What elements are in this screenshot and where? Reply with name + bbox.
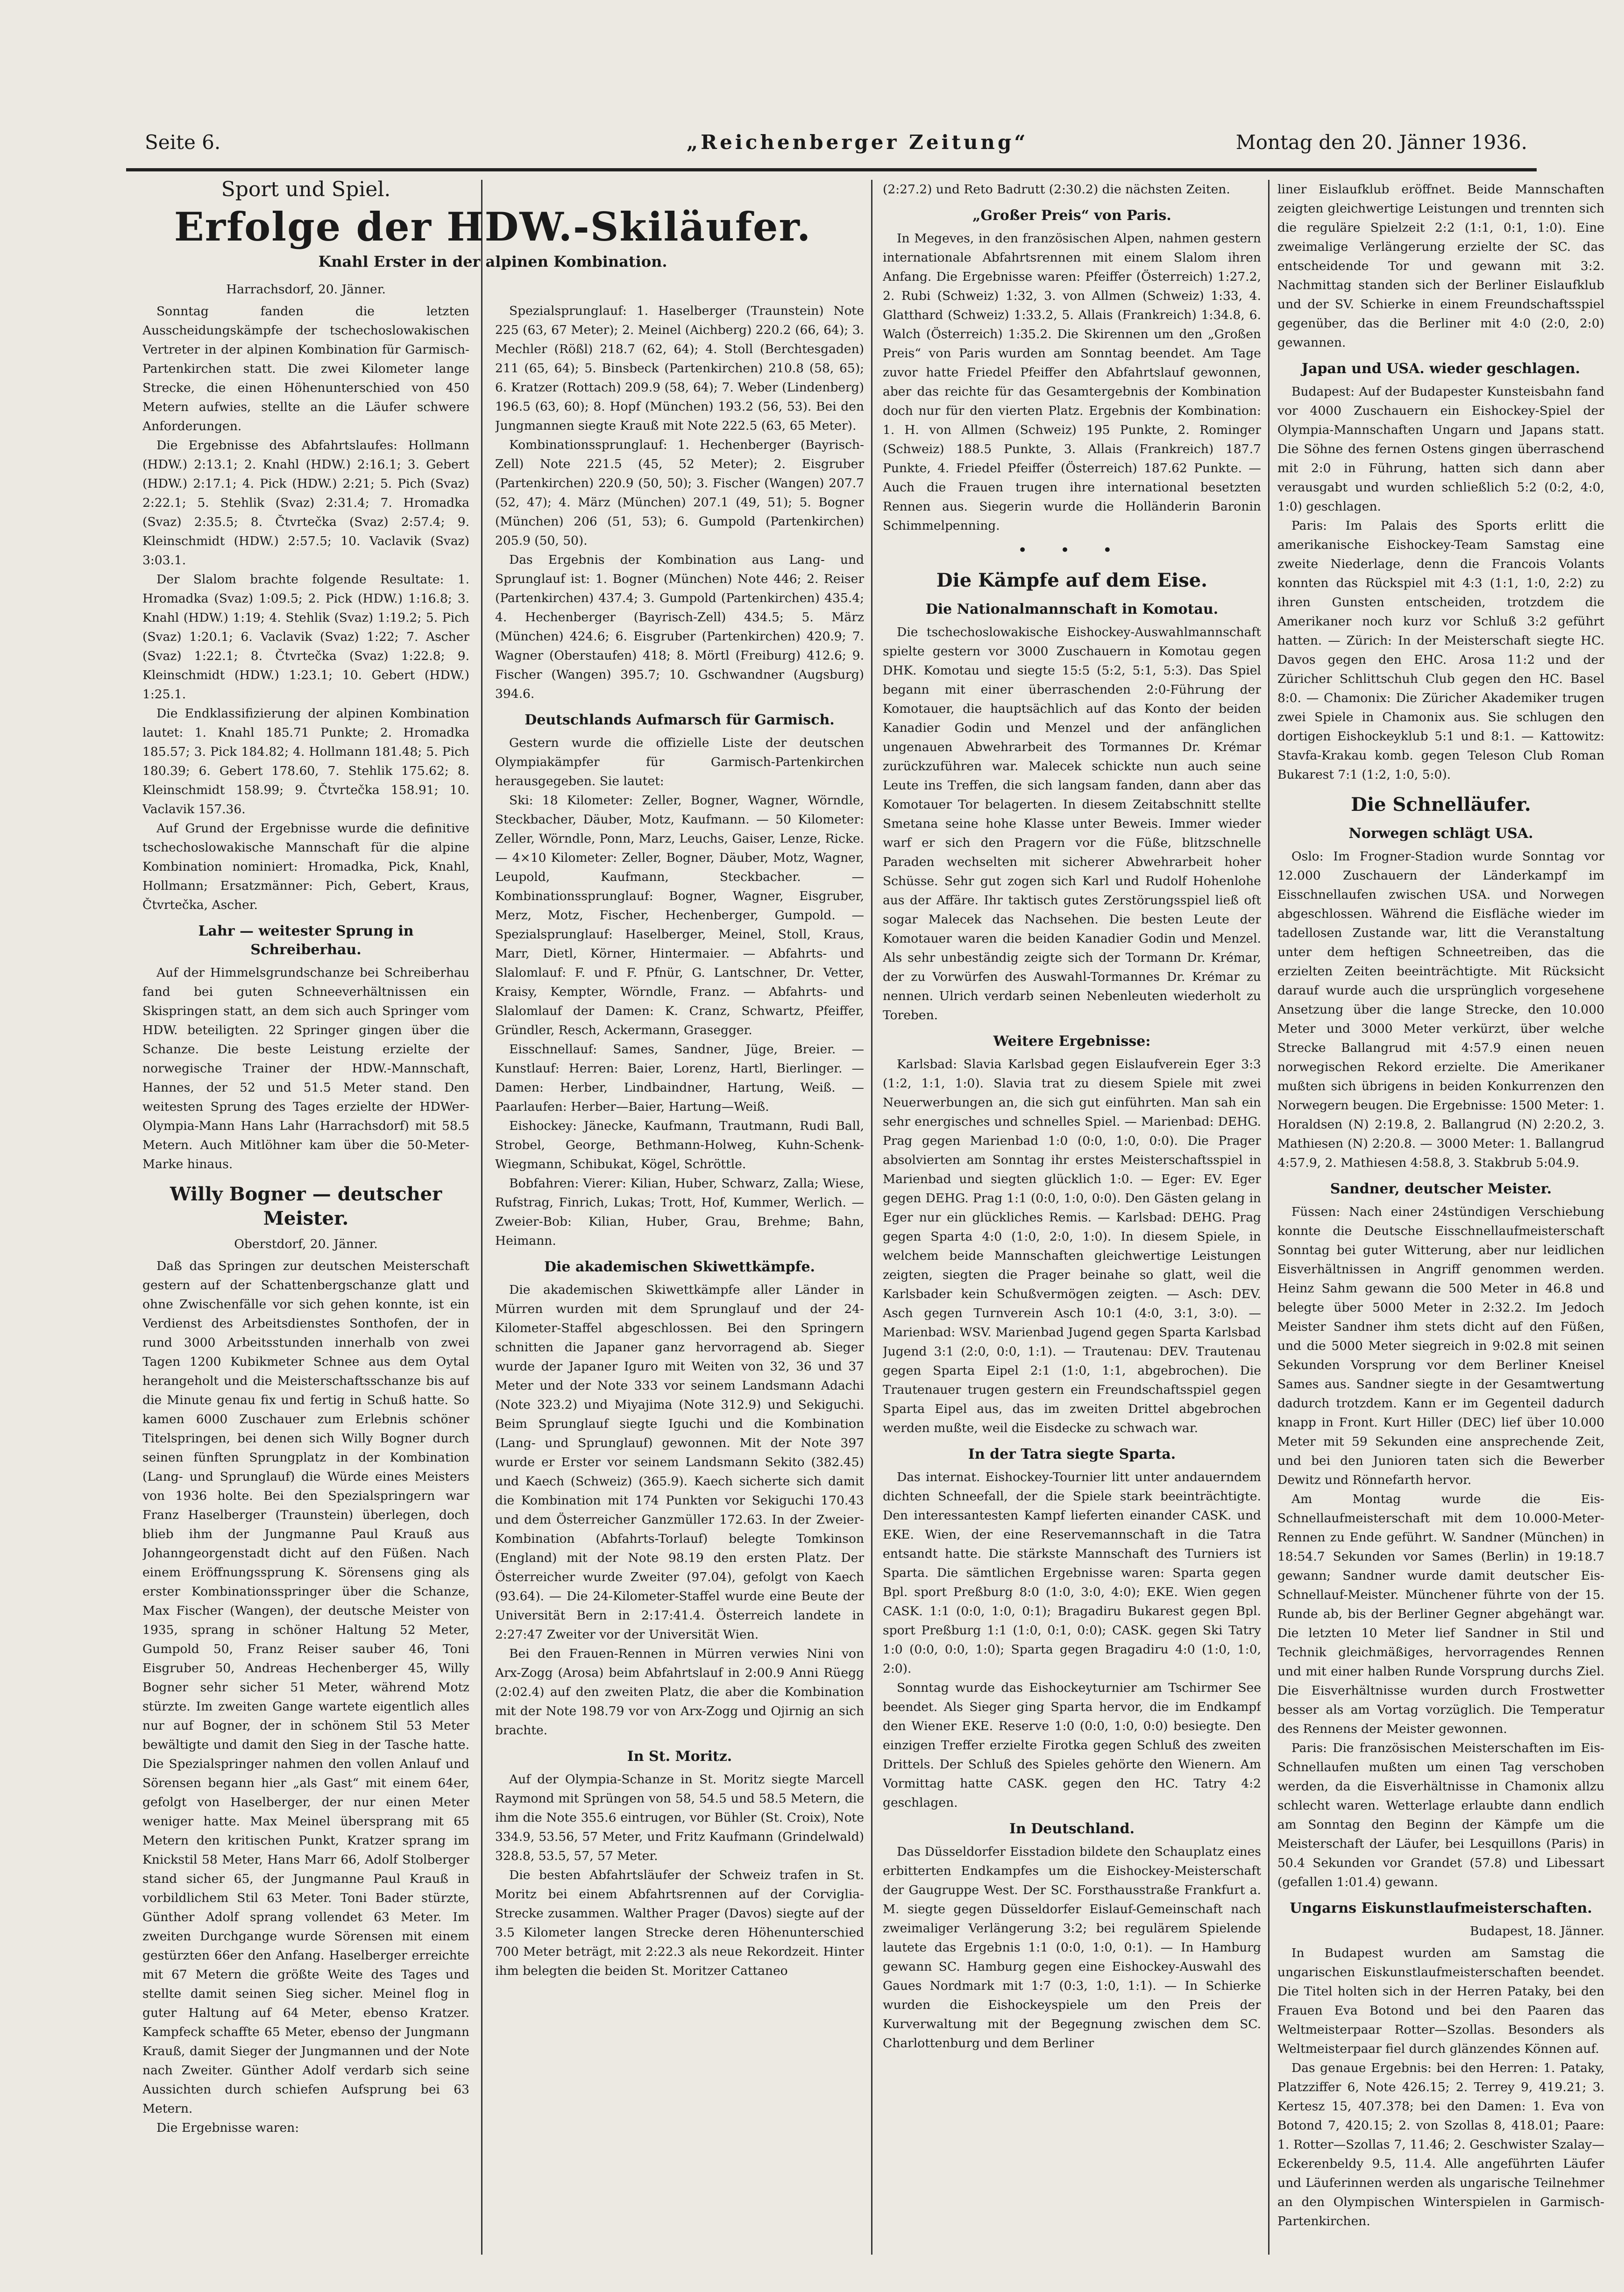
article-paragraph: Die tschechoslowakische Eishockey-Auswahlmannschaft spielte gestern vor 3000 Zuschauern in Komotau gegen DHK. Komotau und siegte 15:5 (5:2, 5:1, 5:3). Das Spiel begann mit einer überraschenden 2:0-Führung der Komotauer, die hauptsächlich auf das Konto der beiden Kanadier Godin und Menzel und der anfänglichen ungenauen Abwehrarbeit des Tormannes Dr. Krémar zurückzuführen war. Malecek schickte nun auch seine Leute ins Treffen, die sich langsam fanden, dann aber das Komotauer Tor belagerten. In diesem Zeitabschnitt stellte Smetana seine hohe Klasse unter Beweis. Immer wieder warf er sich den Pragern vor die Füße, blitzschnelle Paraden wechselten mit sicherer Abwehrarbeit hoher Schüsse. Sehr gut zogen sich Karl und Rudolf Hohenlohe aus der Affäre. Ihr taktisch gutes Zerstörungsspiel ließ oft sogar Malecek das Nachsehen. Die besten Leute der Komotauer waren die beiden Kanadier Godin und Menzel. Als sehr unbeständig zeigte sich der Tormann Dr. Krémar, der zu Vorwürfen des Auswahl-Tormannes Dr. Krémar zu nennen. Ulrich verdarb seinen Nebenleuten wiederholt zu Toreben. [883,625,1261,1022]
moritz-headline: In St. Moritz. [627,1748,732,1765]
sandner-headline: Sandner, deutscher Meister. [1330,1181,1552,1197]
tatra-headline: In der Tatra siegte Sparta. [968,1446,1176,1462]
issue-date: Montag den 20. Jänner 1936. [1235,131,1527,154]
column-3 [883,180,1261,2255]
article-paragraph: Ski: 18 Kilometer: Zeller, Bogner, Wagner, Wörndle, Steckbacher, Däuber, Motz, Kaufmann. — 50 Kilometer: Zeller, Wörndle, Ponn, Marz, Leuchs, Gaiser, Lenze, Ricke. — 4×10 Kilometer: Zeller, Bogner, Däuber, Motz, Wagner, Leupold, Kaufmann, Steckbacher. — Kombinationssprunglauf: Bogner, Wagner, Eisgruber, Merz, Motz, Fischer, Hechenberger, Gumpold. — Spezialsprunglauf: Haselberger, Meinel, Stoll, Kraus, Marr, Dietl, Körner, Hintermaier. — Abfahrts- und Slalomlauf: F. und F. Pfnür, G. Lantschner, Dr. Vetter, Kraisy, Kempter, Wörndle, Franz. — Abfahrts- und Slalomlauf der Damen: K. Cranz, Schwartz, Pfeiffer, Gründler, Resch, Ackermann, Grasegger. [495,793,864,1037]
lahr-headline: Lahr — weitester Sprung in Schreiberhau. [198,923,414,958]
article-paragraph: Sonntag wurde das Eishockeyturnier am Tschirmer See beendet. Als Sieger ging Sparta hervor, die im Endkampf den Wiener EKE. Reserve 1:0 (0:0, 1:0, 0:0) besiegte. Den einzigen Treffer erzielte Firotka gegen Schluß des zweiten Drittels. Der Schluß des Spieles gehörte den Wienern. Am Vormittag hatte CASK. gegen den HC. Tatry 4:2 geschlagen. [883,1681,1261,1810]
article-paragraph: Auf Grund der Ergebnisse wurde die definitive tschechoslowakische Mannschaft für die alpine Kombination nominiert: Hromadka, Pick, Knahl, Hollmann; Ersatzmänner: Pich, Gebert, Kraus, Čtvrtečka, Ascher. [142,821,469,912]
article-paragraph: Die Ergebnisse waren: [156,2121,299,2135]
column-2 [495,301,864,2255]
bogner-headline: Willy Bogner — deutscher Meister. [170,1183,442,1229]
article-paragraph: Die Ergebnisse des Abfahrtslaufes: Hollmann (HDW.) 2:13.1; 2. Knahl (HDW.) 2:16.1; 3. Gebert (HDW.) 2:17.1; 4. Pick (HDW.) 2:21; 5. Pich (Svaz) 2:22.1; 5. Stehlik (Svaz) 2:31.4; 7. Hromadka (Svaz) 2:35.5; 8. Čtvrtečka (Svaz) 2:57.4; 9. Kleinschmidt (HDW.) 2:57.5; 10. Vaclavik (Svaz) 3:03.1. [142,438,469,568]
article-paragraph: Auf der Olympia-Schanze in St. Moritz siegte Marcell Raymond mit Sprüngen von 58, 54.5 und 58.5 Metern, die ihm die Note 355.6 eintrugen, vor Bühler (St. Croix), Note 334.9, 53.56, 57 Meter, und Fritz Kaufmann (Grindelwald) 328.8, 53.5, 57, 57 Meter. [495,1772,864,1863]
page-number: Seite 6. [145,131,221,154]
article-paragraph: Paris: Die französischen Meisterschaften im Eis-Schnellaufen mußten um einen Tag verschoben werden, da die Eisverhältnisse in Chamonix allzu schlecht waren. Wetterlage erlaubte dann endlich am Sonntag den Beginn der Kämpfe um die Meisterschaft der Läufer, bei Lesquillons (Paris) in 50.4 Sekunden vor Grandet (57.8) und Libessart (gefallen 1:01.4) gewann. [1277,1741,1604,1889]
article-paragraph: Spezialsprunglauf: 1. Haselberger (Traunstein) Note 225 (63, 67 Meter); 2. Meinel (Aichberg) 220.2 (66, 64); 3. Mechler (Rößl) 218.7 (62, 64); 4. Stoll (Berchtesgaden) 211 (65, 64); 5. Binsbeck (Partenkirchen) 210.8 (58, 65); 6. Kratzer (Rottach) 209.9 (58, 64); 7. Weber (Lindenberg) 196.5 (63, 60); 8. Hopf (München) 193.2 (56, 53). Bei den Jungmannen siegte Krauß mit Note 222.5 (63, 65 Meter). [495,304,864,433]
japan-headline: Japan und USA. wieder geschlagen. [1301,361,1581,377]
article-paragraph: In Budapest wurden am Samstag die ungarischen Eiskunstlaufmeisterschaften beendet. Die Titel holten sich in der Herren Pataky, bei den Frauen Eva Botond und bei den Paaren das Weltmeisterpaar Rotter—Szollas. Besonders als Weltmeisterpaar fiel durch glänzendes Können auf. [1277,1946,1604,2056]
newspaper-title: „Reichenberger Zeitung“ [687,131,1028,154]
article-paragraph: Kombinationssprunglauf: 1. Hechenberger (Bayrisch-Zell) Note 221.5 (45, 52 Meter); 2. Eisgruber (Partenkirchen) 220.9 (50, 50); 3. Fischer (Wangen) 207.7 (52, 47); 4. März (München) 207.1 (49, 51); 5. Bogner (München) 206 (51, 53); 6. Gumpold (Partenkirchen) 205.9 (50, 50). [495,438,864,548]
deutschland-headline: In Deutschland. [1009,1821,1135,1837]
article-paragraph: Budapest: Auf der Budapester Kunsteisbahn fand vor 4000 Zuschauern ein Eishockey-Spiel der Olympia-Mannschaften Ungarn und Japans statt. Die Söhne des fernen Ostens gingen überraschend mit 2:0 in Führung, hatten sich dann aber verausgabt und wurden schließlich 5:2 (0:2, 4:0, 1:0) geschlagen. [1277,384,1604,514]
paris-headline: „Großer Preis“ von Paris. [972,207,1171,224]
bogner-dateline: Oberstdorf, 20. Jänner. [234,1237,378,1251]
article-paragraph: Sonntag fanden die letzten Ausscheidungskämpfe der tschechoslowakischen Vertreter in der alpinen Kombination für Garmisch-Partenkirchen statt. Die zwei Kilometer lange Strecke, die einen Höhenunterschied von 450 Metern aufwies, stellte an die Läufer schwere Anforderungen. [142,304,469,433]
column-rule [481,180,482,2255]
article-paragraph: Gestern wurde die offizielle Liste der deutschen Olympiakämpfer für Garmisch-Partenkirchen herausgegeben. Sie lautet: [495,736,864,788]
article-paragraph: Auf der Himmelsgrundschanze bei Schreiberhau fand bei guten Schneeverhältnissen ein Skispringen statt, an dem sich auch Springer vom HDW. beteiligten. 22 Springer gingen über die Schanze. Die beste Leistung erzielte der norwegische Trainer der HDW.-Mannschaft, Hannes, der 52 und 51.5 Meter stand. Den weitesten Sprung des Tages erzielte der HDWer-Olympia-Mann Hans Lahr (Harrachsdorf) mit 58.5 Metern. Auch Mitlöhner kam über die 50-Meter-Marke hinaus. [142,965,469,1171]
article-paragraph: Paris: Im Palais des Sports erlitt die amerikanische Eishockey-Team Samstag eine zweite Niederlage, denn die Francois Volants konnten das Rückspiel mit 4:3 (1:1, 1:0, 2:2) zu ihren Gunsten entscheiden, trotzdem die Amerikaner noch kurz vor Schluß 3:2 geführt hatten. — Zürich: In der Meisterschaft siegte HC. Davos gegen den EHC. Arosa 11:2 und der Züricher Schlittschuh Club gegen den HC. Basel 8:0. — Chamonix: Die Züricher Akademiker trugen zwei Spiele in Chamonix aus. Sie schlugen den dortigen Eishockeyklub 5:1 und 8:1. — Kattowitz: Stavfa-Krakau komb. gegen Teleson Club Roman Bukarest 7:1 (1:2, 1:0, 5:0). [1277,518,1604,782]
article-paragraph: Eisschnellauf: Sames, Sandner, Jüge, Breier. — Kunstlauf: Herren: Baier, Lorenz, Hartl, Bierlinger. — Damen: Herber, Lindbaindner, Hartung, Weiß. — Paarlaufen: Herber—Baier, Hartung—Weiß. [495,1042,864,1114]
weitere-headline: Weitere Ergebnisse: [993,1033,1151,1050]
article-paragraph: Die besten Abfahrtsläufer der Schweiz trafen in St. Moritz bei einem Abfahrtsrennen auf der Corviglia-Strecke zusammen. Walther Prager (Davos) siegte auf der 3.5 Kilometer langen Strecke deren Höhenunterschied 700 Meter beträgt, mit 2:22.3 als neue Rekordzeit. Hinter ihm belegten die beiden St. Moritzer Cattaneo [495,1868,864,1978]
eis-headline: Die Kämpfe auf dem Eise. [936,569,1208,591]
lead-dateline: Harrachsdorf, 20. Jänner. [226,282,386,297]
article-paragraph: (2:27.2) und Reto Badrutt (2:30.2) die nächsten Zeiten. [883,182,1230,197]
akad-headline: Die akademischen Skiwettkämpfe. [544,1259,815,1275]
column-4 [1277,180,1604,2255]
page-header [126,126,1537,171]
section-divider: • • • [1018,541,1126,560]
article-paragraph: Der Slalom brachte folgende Resultate: 1. Hromadka (Svaz) 1:09.5; 2. Pick (HDW.) 1:16.8; 3. Knahl (HDW.) 1:19; 4. Stehlik (Svaz) 1:19.2; 5. Pich (Svaz) 1:20.1; 6. Vaclavik (Svaz) 1:22; 7. Ascher (Svaz) 1:22.1; 8. Čtvrtečka (Svaz) 1:22.8; 9. Kleinschmidt (HDW.) 1:23.1; 10. Gebert (HDW.) 1:25.1. [142,572,469,702]
lead-headline: Erfolge der HDW.-Skiläufer. [174,204,812,250]
article-paragraph: In Megeves, in den französischen Alpen, nahmen gestern internationale Abfahrtsrennen mit einem Slalom ihren Anfang. Die Ergebnisse waren: Pfeiffer (Österreich) 1:27.2, 2. Rubi (Schweiz) 1:32, 3. von Allmen (Schweiz) 1:33, 4. Glatthard (Schweiz) 1:33.2, 5. Allais (Frankreich) 1:34.8, 6. Walch (Österreich) 1:35.2. Die Skirennen um den „Großen Preis“ von Paris wurden am Sonntag beendet. Am Tage zuvor hatte Friedel Pfeiffer den Abfahrtslauf gewonnen, aber das reichte für das Gesamtergebnis der Kombination doch nur für den vierten Platz. Ergebnis der Kombination: 1. H. von Allmen (Schweiz) 195 Punkte, 2. Rominger (Schweiz) 188.5 Punkte, 3. Allais (Frankreich) 187.7 Punkte, 4. Friedel Pfeiffer (Österreich) 187.62 Punkte. — Auch die Frauen trugen ihre international besetzten Rennen aus. Siegerin wurde die Holländerin Baronin Schimmelpenning. [883,231,1261,533]
section-rubric: Sport und Spiel. [221,177,391,201]
article-paragraph: Die akademischen Skiwettkämpfe aller Länder in Mürren wurden mit dem Sprunglauf und der 24-Kilometer-Staffel abgeschlossen. Bei den Springern schnitten die Japaner ganz hervorragend ab. Sieger wurde der Japaner Iguro mit Weiten von 32, 36 und 37 Meter und der Note 333 vor seinem Landsmann Adachi (Note 323.2) und Miyajima (Note 312.9) und Sekiguchi. Beim Sprunglauf siegte Iguchi und die Kombination (Lang- und Sprunglauf) gewonnen. Mit der Note 397 wurde er Erster vor seinem Landsmann Sekito (382.45) und Kaech (Schweiz) (365.9). Kaech sicherte sich damit die Kombination mit 174 Punkten vor Sekiguchi 170.43 und dem Österreicher Ganzmüller 172.63. In der Zweier-Kombination (Abfahrts-Torlauf) belegte Tomkinson (England) mit der Note 98.19 den ersten Platz. Der Österreicher wurde Zweiter (97.04), gefolgt von Kaech (93.64). — Die 24-Kilometer-Staffel wurde eine Beute der Universität Bern in 2:17:41.4. Österreich landete in 2:27:47 Zweiter vor der Universität Wien. [495,1283,864,1642]
aufmarsch-headline: Deutschlands Aufmarsch für Garmisch. [525,712,835,728]
article-paragraph: Füssen: Nach einer 24stündigen Verschiebung konnte die Deutsche Eisschnellaufmeisterschaft Sonntag bei guter Witterung, aber nur leidlichen Eisverhältnissen in Angriff genommen werden. Heinz Sahm gewann die 500 Meter in 46.8 und belegte über 5000 Meter in 2:32.2. Im Jedoch Meister Sandner ihm stets dicht auf den Füßen, und die 5000 Meter siegreich in 9:02.8 mit seinen Sekunden Vorsprung vor dem Berliner Kneisel Sames aus. Sandner siegte in der Gesamtwertung dadurch trotzdem. Kann er im Gegenteil dadurch knapp in Front. Kurt Hiller (DEC) lief über 10.000 Meter mit 59 Sekunden eine ansprechende Zeit, und bei den Junioren taten sich die Bewerber Dewitz und Rönnefarth hervor. [1277,1205,1604,1487]
article-paragraph: liner Eislaufklub eröffnet. Beide Mannschaften zeigten gleichwertige Leistungen und trennten sich die reguläre Spielzeit 2:2 (1:1, 0:1, 1:0). Eine zweimalige Verlängerung erzielte der SC. das entscheidende Tor und gewann mit 3:2. Nachmittag standen sich der Berliner Eislaufklub und der SV. Schierke in einem Freundschaftsspiel gegenüber, das die Berliner mit 4:0 (2:0, 2:0) gewannen. [1277,182,1604,350]
article-paragraph: Das genaue Ergebnis: bei den Herren: 1. Pataky, Platzziffer 6, Note 426.15; 2. Terrey 9, 419.21; 3. Kertesz 15, 407.378; bei den Damen: 1. Eva von Botond 7, 420.15; 2. von Szollas 8, 418.01; Paare: 1. Rotter—Szollas 7, 11.46; 2. Geschwister Szalay—Eckerenbeldy 9.5, 11.4. Alle angeführten Läufer und Läuferinnen werden als ungarische Teilnehmer an den Olympischen Winterspielen in Garmisch-Partenkirchen. [1277,2061,1604,2228]
lead-deck: Knahl Erster in der alpinen Kombination. [318,253,667,270]
column-rule [871,180,872,2255]
ungarn-dateline: Budapest, 18. Jänner. [1469,1924,1604,1938]
komotau-headline: Die Nationalmannschaft in Komotau. [925,601,1219,617]
article-paragraph: Karlsbad: Slavia Karlsbad gegen Eislaufverein Eger 3:3 (1:2, 1:1, 1:0). Slavia trat zu diesem Spiele mit zwei Neuerwerbungen an, die sich gut einführten. Man sah ein sehr energisches und schnelles Spiel. — Marienbad: DEHG. Prag gegen Marienbad 1:0 (0:0, 1:0, 0:0). Die Prager absolvierten am Sonntag ihr erstes Meisterschaftsspiel in Marienbad und siegten glücklich 1:0. — Eger: EV. Eger gegen DEHG. Prag 1:1 (0:0, 1:0, 0:0). Den Gästen gelang in Eger nur ein glückliches Remis. — Karlsbad: DEHG. Prag gegen Sparta 4:0 (1:0, 2:0, 1:0). In diesem Spiele, in welchem beide Mannschaften gleichwertige Leistungen zeigten, siegten die Prager beinahe so glatt, weil die Karlsbader kein Schußvermögen zeigten. — Asch: DEV. Asch gegen Turnverein Asch 10:1 (4:0, 3:1, 3:0). — Marienbad: WSV. Marienbad Jugend gegen Sparta Karlsbad Jugend 3:1 (2:0, 0:0, 1:1). — Trautenau: DEV. Trautenau gegen Sparta Eipel 2:1 (1:0, 1:1, abgebrochen). Die Trautenauer trugen gestern ein Freundschaftsspiel gegen Sparta Eipel aus, das im zweiten Drittel abgebrochen werden mußte, weil die Eisdecke zu schwach war. [883,1057,1261,1435]
article-paragraph: Oslo: Im Frogner-Stadion wurde Sonntag vor 12.000 Zuschauern der Länderkampf im Eisschnellaufen zwischen USA. und Norwegen abgeschlossen. Während die Eisfläche wieder im tadellosen Zustande war, litt die Veranstaltung unter dem heftigen Schneetreiben, das die erzielten Zeiten beeinträchtigte. Mit Rücksicht darauf wurde auch die ursprünglich vorgesehene Ansetzung über die lange Strecke, den 10.000 Meter und 3000 Meter verkürzt, über welche Strecke Ballangrud mit 4:57.9 einen neuen norwegischen Rekord erzielte. Die Amerikaner mußten sich übrigens in beiden Konkurrenzen den Norwegern beugen. Die Ergebnisse: 1500 Meter: 1. Horaldsen (N) 2:19.8, 2. Ballangrud (N) 2:20.2, 3. Mathiesen (N) 2:20.8. — 3000 Meter: 1. Ballangrud 4:57.9, 2. Mathiesen 4:58.8, 3. Stakbrub 5:04.9. [1277,849,1604,1170]
article-paragraph: Eishockey: Jänecke, Kaufmann, Trautmann, Rudi Ball, Strobel, George, Bethmann-Holweg, Kuhn-Schenk-Wiegmann, Schibukat, Kögel, Schröttle. [495,1119,864,1171]
column-rule [1268,180,1269,2255]
article-paragraph: Die Endklassifizierung der alpinen Kombination lautet: 1. Knahl 185.71 Punkte; 2. Hromadka 185.57; 3. Pick 184.82; 4. Hollmann 181.48; 5. Pich 180.39; 6. Gebert 178.60, 7. Stehlik 175.62; 8. Kleinschmidt 158.99; 9. Čtvrtečka 158.91; 10. Vaclavik 157.36. [142,706,469,816]
article-paragraph: Am Montag wurde die Eis-Schnellaufmeisterschaft mit dem 10.000-Meter-Rennen zu Ende geführt. W. Sandner (München) in 18:54.7 Sekunden vor Sames (Berlin) in 19:18.7 gewann; Sandner wurde damit deutscher Eis-Schnellauf-Meister. Münchener führte von der 15. Runde ab, bis der Berliner Gegner abgehängt war. Die letzten 10 Meter lief Sandner in Stil und Technik gleichmäßiges, hervorragendes Rennen und mit einer halben Runde Vorsprung durchs Ziel. Die Eisverhältnisse wurden durch Frostwetter besser als am Vortag vorzüglich. Die Temperatur des Rennens der Meister gewonnen. [1277,1492,1604,1736]
schnell-headline: Die Schnelläufer. [1351,794,1531,816]
norway-headline: Norwegen schlägt USA. [1348,825,1533,842]
ungarn-headline: Ungarns Eiskunstlaufmeisterschaften. [1290,1900,1592,1916]
article-paragraph: Das Düsseldorfer Eisstadion bildete den Schauplatz eines erbitterten Endkampfes um die Eishockey-Meisterschaft der Gaugruppe West. Der SC. Forsthausstraße Frankfurt a. M. siegte gegen Düsseldorfer Eislauf-Gemeinschaft nach zweimaliger Verlängerung 3:2; bei regulärem Spielende lautete das Ergebnis 1:1 (0:0, 1:0, 0:1). — In Hamburg gewann SC. Hamburg gegen eine Eishockey-Auswahl des Gaues Nordmark mit 1:7 (0:3, 1:0, 1:1). — In Schierke wurden die Eishockeyspiele um den Preis der Kurverwaltung mit der Begegnung zwischen dem SC. Charlottenburg und dem Berliner [883,1845,1261,2051]
article-paragraph: Bei den Frauen-Rennen in Mürren verwies Nini von Arx-Zogg (Arosa) beim Abfahrtslauf in 2:00.9 Anni Rüegg (2:02.4) auf den zweiten Platz, die aber die Kombination mit der Note 198.79 vor von Arx-Zogg und Ojirnig an sich brachte. [495,1646,864,1738]
article-paragraph: Bobfahren: Vierer: Kilian, Huber, Schwarz, Zalla; Wiese, Rufstrag, Finrich, Lukas; Trott, Hof, Kummer, Werlich. — Zweier-Bob: Kilian, Huber, Grau, Brehme; Bahn, Heimann. [495,1176,864,1248]
article-paragraph: Das internat. Eishockey-Tournier litt unter andauerndem dichten Schneefall, der die Spiele stark beeinträchtigte. Den interessantesten Kampf lieferten einander CASK. und EKE. Wien, der eine Reservemannschaft in die Tatra entsandt hatte. Die stärkste Mannschaft des Turniers ist Sparta. Die sämtlichen Ergebnisse waren: Sparta gegen Bpl. sport Preßburg 8:0 (1:0, 3:0, 4:0); EKE. Wien gegen CASK. 1:1 (0:0, 1:0, 0:1); Bragadiru Bukarest gegen Bpl. sport Preßburg 1:1 (1:0, 0:1, 0:0); CASK. gegen Ski Tatry 1:0 (0:0, 0:0, 1:0); Sparta gegen Bragadiru 4:0 (1:0, 1:0, 2:0). [883,1470,1261,1676]
article-paragraph: Daß das Springen zur deutschen Meisterschaft gestern auf der Schattenbergschanze glatt und ohne Zwischenfälle vor sich gehen konnte, ist ein Verdienst des Arbeitsdienstes Sonthofen, der in rund 3000 Arbeitsstunden innerhalb von zwei Tagen 1200 Kubikmeter Schnee aus dem Oytal herangeholt und die Meisterschaftsschanze bis auf die Minute genau fix und fertig in Schuß hatte. So kamen 6000 Zuschauer zum Erlebnis schöner Titelspringen, bei denen sich Willy Bogner durch seinen fünften Sprungplatz in der Kombination (Lang- und Sprunglauf) die Würde eines Meisters von 1936 holte. Bei den Spezialspringern war Franz Haselberger (Traunstein) überlegen, doch blieb ihm der Jungmanne Paul Krauß aus Johanngeorgenstadt dicht auf den Füßen. Nach einem Eröffnungssprung K. Sörensens ging als erster Kombinationsspringer über die Schanze, Max Fischer (Wangen), der deutsche Meister von 1935, sprang in schöner Haltung 52 Meter, Gumpold 50, Franz Reiser sauber 46, Toni Eisgruber 50, Andreas Hechenberger 45, Willy Bogner sehr sicher 51 Meter, während Motz stürzte. Im zweiten Gange wartete eigentlich alles nur auf Bogner, der in schönem Stil 53 Meter bewältigte und damit den Sieg in der Tasche hatte. Die Spezialspringer nahmen den vollen Anlauf und Sörensen begann hier „als Gast“ mit einem 64er, gefolgt von Haselberger, der nur einen Meter weniger hatte. Max Meinel übersprang mit 65 Metern den kritischen Punkt, Kratzer sprang im Knickstil 58 Meter, Hans Marr 66, Adolf Stolberger stand sicher 65, der Jungmanne Paul Krauß in vorbildlichem Stil 63 Meter. Toni Bader stürzte, Günther Adolf sprang vollendet 63 Meter. Im zweiten Durchgange wurde Sörensen mit einem gestürzten 66er den Anfang. Haselberger erreichte mit 67 Metern die größte Weite des Tages und stellte damit seinen Sieg sicher. Meinel flog in guter Haltung auf 64 Meter, ebenso Kratzer. Kampfeck schaffte 65 Meter, ebenso der Jungmann Krauß, damit Sieger der Jungmannen und der Note nach Zweiter. Günther Adolf verdarb sich seine Aussichten durch schiefen Aufsprung bei 63 Metern. [142,1259,469,2116]
article-paragraph: Das Ergebnis der Kombination aus Lang- und Sprunglauf ist: 1. Bogner (München) Note 446; 2. Reiser (Partenkirchen) 437.4; 3. Gumpold (Partenkirchen) 435.4; 4. Hechenberger (Bayrisch-Zell) 434.5; 5. März (München) 424.6; 6. Eisgruber (Partenkirchen) 420.9; 7. Wagner (Oberstaufen) 418; 8. Mörtl (Freiburg) 412.6; 9. Fischer (Wangen) 395.7; 10. Gschwandner (Augsburg) 394.6. [495,553,864,701]
